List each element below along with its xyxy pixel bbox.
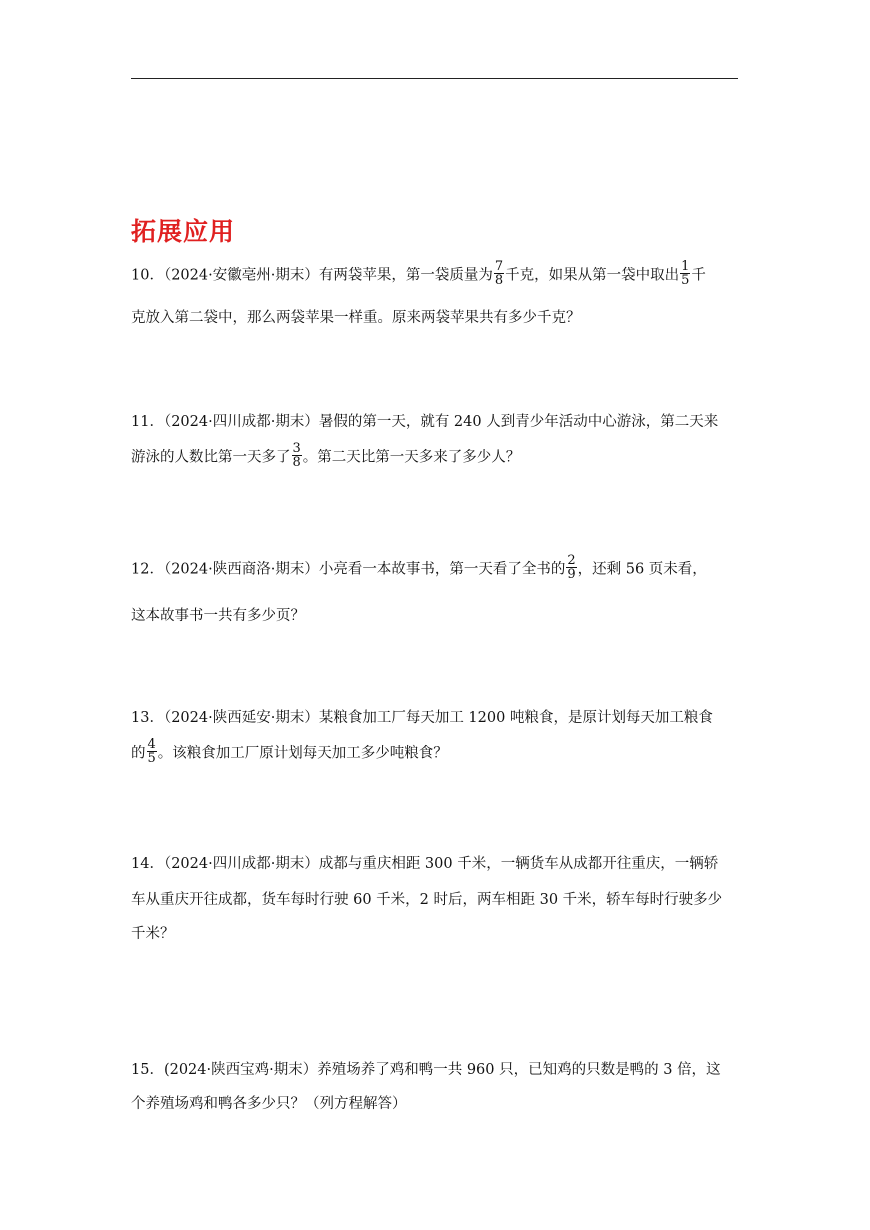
question-text: 千克，如果从第一袋中取出 [505,267,680,284]
fraction-denominator: 5 [147,751,156,766]
question-text: 12．（2024·陕西商洛·期末）小亮看一本故事书，第一天看了全书的 [131,561,566,578]
question-text: 。该粮食加工厂原计划每天加工多少吨粮食？ [157,745,448,762]
question-line: 13．（2024·陕西延安·期末）某粮食加工厂每天加工 1200 吨粮食，是原计划每天加工粮食 [131,710,713,726]
question-text: 。第二天比第一天多来了多少人？ [302,449,521,466]
question-line [131,259,706,289]
question-line: 14．（2024·四川成都·期末）成都与重庆相距 300 千米，一辆货车从成都开往重庆，一辆轿 [131,856,719,872]
fraction-numerator: 4 [147,737,156,752]
question-line: 车从重庆开往成都，货车每时行驶 60 千米，2 时后，两车相距 30 千米，轿车每时行驶多少 [131,892,723,908]
header-rule [131,78,738,79]
question-text: 千 [691,267,706,284]
section-title: 拓展应用 [131,217,236,246]
question-line: 千米？ [131,926,175,942]
question-line [131,737,448,767]
fraction-numerator: 2 [567,553,576,568]
fraction [680,260,690,287]
fraction-denominator: 8 [494,273,504,288]
question-line: 11．（2024·四川成都·期末）暑假的第一天，就有 240 人到青少年活动中心游泳，第二天来 [131,414,719,430]
fraction-denominator: 5 [681,273,690,288]
fraction [292,442,302,469]
fraction [566,554,576,581]
fraction [494,260,504,287]
fraction-denominator: 8 [292,455,301,470]
question-text: 游泳的人数比第一天多了 [131,449,291,466]
question-line [131,553,707,583]
fraction-denominator: 9 [567,567,576,582]
fraction-numerator: 7 [494,259,504,274]
fraction-numerator: 1 [681,259,690,274]
fraction [147,738,157,765]
question-line: 15．(2024·陕西宝鸡·期末）养殖场养了鸡和鸭一共 960 只，已知鸡的只数是鸭的 3 倍，这 [131,1062,721,1078]
question-text: ，还剩 56 页未看， [577,561,707,578]
question-line: 克放入第二袋中，那么两袋苹果一样重。原来两袋苹果共有多少千克？ [131,310,581,326]
question-text: 的 [131,745,146,762]
question-line: 这本故事书一共有多少页？ [131,608,305,624]
question-line [131,441,521,471]
fraction-numerator: 3 [292,441,301,456]
question-line: 个养殖场鸡和鸭各多少只？（列方程解答） [131,1096,407,1112]
question-text: 10．（2024·安徽亳州·期末）有两袋苹果，第一袋质量为 [131,267,493,284]
